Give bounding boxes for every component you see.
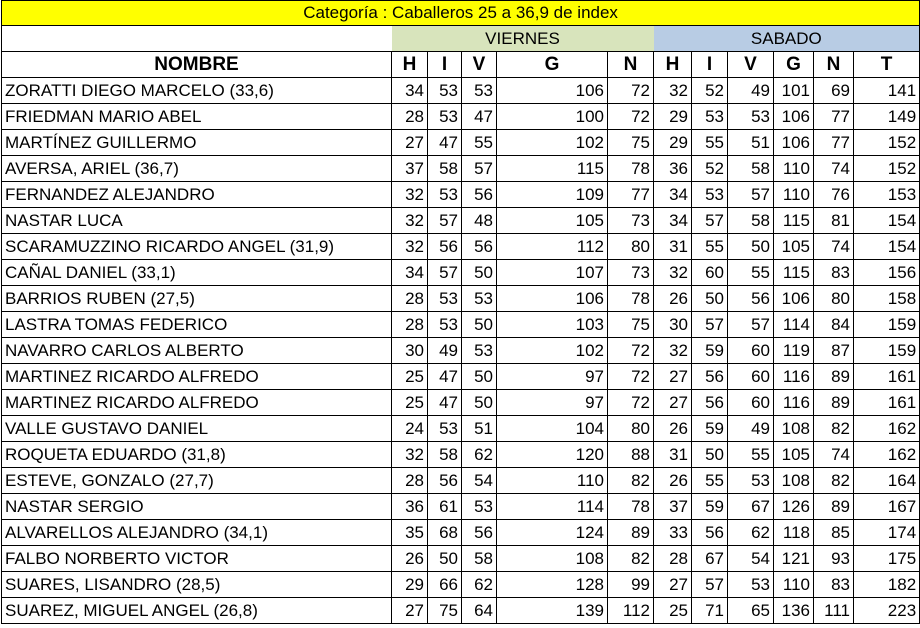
score-cell: 49 — [428, 338, 462, 364]
score-cell: 54 — [728, 546, 774, 572]
score-cell: 112 — [608, 598, 654, 624]
score-cell: 55 — [692, 468, 728, 494]
score-cell: 152 — [854, 156, 920, 182]
score-cell: 105 — [774, 442, 814, 468]
score-cell: 97 — [497, 390, 608, 416]
score-cell: 34 — [654, 182, 692, 208]
score-cell: 74 — [814, 442, 854, 468]
score-cell: 56 — [462, 234, 497, 260]
score-cell: 75 — [428, 598, 462, 624]
score-cell: 112 — [497, 234, 608, 260]
score-cell: 162 — [854, 442, 920, 468]
score-cell: 159 — [854, 338, 920, 364]
score-cell: 29 — [654, 130, 692, 156]
score-cell: 158 — [854, 286, 920, 312]
score-cell: 32 — [392, 208, 428, 234]
score-cell: 53 — [428, 104, 462, 130]
score-cell: 67 — [728, 494, 774, 520]
score-cell: 34 — [654, 208, 692, 234]
score-cell: 57 — [728, 182, 774, 208]
score-cell: 80 — [814, 286, 854, 312]
score-cell: 167 — [854, 494, 920, 520]
score-cell: 58 — [428, 156, 462, 182]
title-row — [2, 1, 920, 26]
score-cell: 28 — [654, 546, 692, 572]
score-cell: 56 — [692, 520, 728, 546]
score-cell: 34 — [392, 78, 428, 104]
score-cell: 26 — [654, 416, 692, 442]
score-cell: 53 — [428, 78, 462, 104]
score-cell: 27 — [654, 364, 692, 390]
column-header: T — [854, 52, 920, 78]
score-cell: 50 — [692, 286, 728, 312]
score-cell: 24 — [392, 416, 428, 442]
score-cell: 37 — [654, 494, 692, 520]
score-cell: 28 — [392, 312, 428, 338]
table-row — [2, 260, 920, 286]
score-cell: 78 — [608, 286, 654, 312]
score-cell: 78 — [608, 156, 654, 182]
score-cell: 30 — [392, 338, 428, 364]
player-name-cell: MARTINEZ RICARDO ALFREDO — [2, 390, 392, 416]
score-cell: 72 — [608, 390, 654, 416]
column-header-row — [2, 52, 920, 78]
player-name-cell: NAVARRO CARLOS ALBERTO — [2, 338, 392, 364]
score-cell: 57 — [728, 312, 774, 338]
score-cell: 32 — [392, 182, 428, 208]
score-cell: 56 — [428, 234, 462, 260]
score-cell: 28 — [392, 468, 428, 494]
score-cell: 118 — [774, 520, 814, 546]
score-cell: 56 — [692, 364, 728, 390]
score-cell: 106 — [774, 130, 814, 156]
score-cell: 35 — [392, 520, 428, 546]
column-header: V — [462, 52, 497, 78]
score-cell: 110 — [774, 182, 814, 208]
score-cell: 27 — [392, 598, 428, 624]
results-table — [1, 0, 920, 624]
score-cell: 82 — [608, 468, 654, 494]
score-cell: 107 — [497, 260, 608, 286]
score-cell: 126 — [774, 494, 814, 520]
table-row — [2, 208, 920, 234]
column-header: NOMBRE — [2, 52, 392, 78]
score-cell: 53 — [428, 312, 462, 338]
score-cell: 111 — [814, 598, 854, 624]
score-cell: 25 — [392, 390, 428, 416]
score-cell: 26 — [392, 546, 428, 572]
column-header: H — [654, 52, 692, 78]
score-cell: 47 — [428, 390, 462, 416]
score-cell: 33 — [654, 520, 692, 546]
player-name-cell: CAÑAL DANIEL (33,1) — [2, 260, 392, 286]
score-cell: 53 — [692, 104, 728, 130]
score-cell: 72 — [608, 364, 654, 390]
score-cell: 159 — [854, 312, 920, 338]
table-row — [2, 598, 920, 624]
score-cell: 48 — [462, 208, 497, 234]
score-cell: 57 — [692, 572, 728, 598]
table-row — [2, 468, 920, 494]
score-cell: 50 — [692, 442, 728, 468]
player-name-cell: FALBO NORBERTO VICTOR — [2, 546, 392, 572]
score-cell: 51 — [462, 416, 497, 442]
score-cell: 53 — [728, 104, 774, 130]
score-cell: 141 — [854, 78, 920, 104]
score-cell: 60 — [728, 390, 774, 416]
table-row — [2, 494, 920, 520]
score-cell: 53 — [462, 338, 497, 364]
category-title: Categoría : Caballeros 25 a 36,9 de index — [2, 1, 920, 26]
viernes-group-header: VIERNES — [392, 26, 654, 52]
score-cell: 175 — [854, 546, 920, 572]
score-cell: 223 — [854, 598, 920, 624]
score-cell: 161 — [854, 364, 920, 390]
player-name-cell: SUARES, LISANDRO (28,5) — [2, 572, 392, 598]
score-cell: 47 — [462, 104, 497, 130]
score-cell: 74 — [814, 234, 854, 260]
score-cell: 49 — [728, 78, 774, 104]
score-cell: 55 — [462, 130, 497, 156]
player-name-cell: ZORATTI DIEGO MARCELO (33,6) — [2, 78, 392, 104]
score-cell: 57 — [692, 208, 728, 234]
score-cell: 75 — [608, 312, 654, 338]
score-cell: 128 — [497, 572, 608, 598]
score-cell: 162 — [854, 416, 920, 442]
score-cell: 72 — [608, 338, 654, 364]
score-cell: 64 — [462, 598, 497, 624]
score-cell: 56 — [462, 182, 497, 208]
score-cell: 58 — [728, 156, 774, 182]
score-cell: 50 — [728, 234, 774, 260]
score-cell: 31 — [654, 442, 692, 468]
score-cell: 65 — [728, 598, 774, 624]
table-row — [2, 312, 920, 338]
score-cell: 47 — [428, 130, 462, 156]
score-cell: 154 — [854, 208, 920, 234]
column-header: G — [497, 52, 608, 78]
score-cell: 32 — [654, 78, 692, 104]
score-cell: 119 — [774, 338, 814, 364]
score-cell: 29 — [654, 104, 692, 130]
table-row — [2, 234, 920, 260]
player-name-cell: SCARAMUZZINO RICARDO ANGEL (31,9) — [2, 234, 392, 260]
table-row — [2, 442, 920, 468]
score-cell: 59 — [692, 338, 728, 364]
column-header: V — [728, 52, 774, 78]
score-cell: 89 — [814, 364, 854, 390]
score-cell: 47 — [428, 364, 462, 390]
score-cell: 106 — [497, 286, 608, 312]
score-cell: 83 — [814, 572, 854, 598]
score-cell: 73 — [608, 208, 654, 234]
score-cell: 55 — [692, 130, 728, 156]
score-cell: 74 — [814, 156, 854, 182]
score-cell: 81 — [814, 208, 854, 234]
table-row — [2, 104, 920, 130]
score-cell: 93 — [814, 546, 854, 572]
score-cell: 53 — [428, 416, 462, 442]
score-cell: 77 — [814, 130, 854, 156]
score-cell: 108 — [774, 416, 814, 442]
table-row — [2, 390, 920, 416]
table-row — [2, 520, 920, 546]
score-cell: 53 — [428, 286, 462, 312]
score-cell: 78 — [608, 494, 654, 520]
column-header: G — [774, 52, 814, 78]
score-cell: 124 — [497, 520, 608, 546]
score-cell: 161 — [854, 390, 920, 416]
score-cell: 59 — [692, 494, 728, 520]
score-cell: 62 — [462, 442, 497, 468]
score-cell: 136 — [774, 598, 814, 624]
score-cell: 61 — [428, 494, 462, 520]
score-cell: 31 — [654, 234, 692, 260]
score-cell: 116 — [774, 390, 814, 416]
score-cell: 50 — [462, 312, 497, 338]
table-row — [2, 78, 920, 104]
score-cell: 110 — [774, 156, 814, 182]
table-row — [2, 416, 920, 442]
score-cell: 156 — [854, 260, 920, 286]
table-row — [2, 182, 920, 208]
score-cell: 36 — [392, 494, 428, 520]
score-cell: 80 — [608, 234, 654, 260]
score-cell: 53 — [462, 286, 497, 312]
score-cell: 52 — [692, 156, 728, 182]
sabado-group-header: SABADO — [654, 26, 920, 52]
score-cell: 110 — [497, 468, 608, 494]
score-cell: 82 — [814, 468, 854, 494]
score-cell: 116 — [774, 364, 814, 390]
score-cell: 73 — [608, 260, 654, 286]
score-cell: 57 — [428, 208, 462, 234]
score-cell: 53 — [728, 468, 774, 494]
score-cell: 89 — [814, 494, 854, 520]
score-cell: 82 — [608, 546, 654, 572]
player-name-cell: VALLE GUSTAVO DANIEL — [2, 416, 392, 442]
score-cell: 56 — [692, 390, 728, 416]
score-cell: 83 — [814, 260, 854, 286]
score-cell: 50 — [462, 260, 497, 286]
player-name-cell: NASTAR LUCA — [2, 208, 392, 234]
score-cell: 153 — [854, 182, 920, 208]
column-header: I — [428, 52, 462, 78]
score-cell: 108 — [774, 468, 814, 494]
score-cell: 102 — [497, 338, 608, 364]
score-cell: 84 — [814, 312, 854, 338]
column-header: I — [692, 52, 728, 78]
score-cell: 101 — [774, 78, 814, 104]
score-cell: 66 — [428, 572, 462, 598]
table-body — [2, 78, 920, 624]
score-cell: 53 — [692, 182, 728, 208]
score-cell: 115 — [774, 208, 814, 234]
score-cell: 27 — [392, 130, 428, 156]
score-cell: 121 — [774, 546, 814, 572]
score-cell: 57 — [462, 156, 497, 182]
column-header: N — [608, 52, 654, 78]
score-cell: 50 — [462, 364, 497, 390]
score-cell: 58 — [728, 208, 774, 234]
table-row — [2, 156, 920, 182]
player-name-cell: AVERSA, ARIEL (36,7) — [2, 156, 392, 182]
score-cell: 55 — [728, 442, 774, 468]
score-cell: 58 — [428, 442, 462, 468]
score-cell: 62 — [462, 572, 497, 598]
score-cell: 110 — [774, 572, 814, 598]
score-cell: 27 — [654, 572, 692, 598]
score-cell: 32 — [654, 338, 692, 364]
score-cell: 105 — [497, 208, 608, 234]
player-name-cell: LASTRA TOMAS FEDERICO — [2, 312, 392, 338]
score-cell: 60 — [728, 338, 774, 364]
score-cell: 62 — [728, 520, 774, 546]
score-cell: 49 — [728, 416, 774, 442]
score-cell: 100 — [497, 104, 608, 130]
player-name-cell: NASTAR SERGIO — [2, 494, 392, 520]
score-cell: 25 — [654, 598, 692, 624]
score-cell: 72 — [608, 104, 654, 130]
score-cell: 29 — [392, 572, 428, 598]
score-cell: 152 — [854, 130, 920, 156]
score-cell: 114 — [774, 312, 814, 338]
player-name-cell: BARRIOS RUBEN (27,5) — [2, 286, 392, 312]
score-cell: 115 — [497, 156, 608, 182]
score-cell: 67 — [692, 546, 728, 572]
score-cell: 55 — [728, 260, 774, 286]
score-cell: 57 — [428, 260, 462, 286]
score-cell: 149 — [854, 104, 920, 130]
score-cell: 109 — [497, 182, 608, 208]
score-cell: 77 — [814, 104, 854, 130]
blank-header-cell — [2, 26, 392, 52]
score-cell: 154 — [854, 234, 920, 260]
player-name-cell: ALVARELLOS ALEJANDRO (34,1) — [2, 520, 392, 546]
score-cell: 28 — [392, 104, 428, 130]
score-cell: 69 — [814, 78, 854, 104]
score-cell: 82 — [814, 416, 854, 442]
score-cell: 58 — [462, 546, 497, 572]
score-cell: 104 — [497, 416, 608, 442]
score-cell: 106 — [774, 286, 814, 312]
player-name-cell: ROQUETA EDUARDO (31,8) — [2, 442, 392, 468]
score-cell: 108 — [497, 546, 608, 572]
score-cell: 114 — [497, 494, 608, 520]
player-name-cell: ESTEVE, GONZALO (27,7) — [2, 468, 392, 494]
score-cell: 88 — [608, 442, 654, 468]
score-cell: 75 — [608, 130, 654, 156]
score-cell: 27 — [654, 390, 692, 416]
score-cell: 53 — [462, 494, 497, 520]
score-cell: 52 — [692, 78, 728, 104]
score-cell: 25 — [392, 364, 428, 390]
score-cell: 102 — [497, 130, 608, 156]
score-cell: 53 — [728, 572, 774, 598]
table-row — [2, 546, 920, 572]
score-cell: 60 — [692, 260, 728, 286]
score-cell: 164 — [854, 468, 920, 494]
score-cell: 32 — [654, 260, 692, 286]
score-cell: 85 — [814, 520, 854, 546]
score-cell: 50 — [462, 390, 497, 416]
score-cell: 56 — [428, 468, 462, 494]
score-cell: 26 — [654, 286, 692, 312]
score-cell: 139 — [497, 598, 608, 624]
score-cell: 106 — [497, 78, 608, 104]
player-name-cell: FRIEDMAN MARIO ABEL — [2, 104, 392, 130]
column-header: N — [814, 52, 854, 78]
score-cell: 53 — [462, 78, 497, 104]
score-cell: 89 — [814, 390, 854, 416]
score-cell: 37 — [392, 156, 428, 182]
player-name-cell: MARTÍNEZ GUILLERMO — [2, 130, 392, 156]
score-cell: 105 — [774, 234, 814, 260]
score-cell: 32 — [392, 442, 428, 468]
score-cell: 174 — [854, 520, 920, 546]
score-cell: 80 — [608, 416, 654, 442]
player-name-cell: SUAREZ, MIGUEL ANGEL (26,8) — [2, 598, 392, 624]
score-cell: 53 — [428, 182, 462, 208]
score-cell: 103 — [497, 312, 608, 338]
score-cell: 50 — [428, 546, 462, 572]
score-cell: 99 — [608, 572, 654, 598]
score-cell: 87 — [814, 338, 854, 364]
score-cell: 56 — [462, 520, 497, 546]
player-name-cell: MARTINEZ RICARDO ALFREDO — [2, 364, 392, 390]
score-cell: 28 — [392, 286, 428, 312]
score-cell: 97 — [497, 364, 608, 390]
table-row — [2, 364, 920, 390]
score-cell: 26 — [654, 468, 692, 494]
table-row — [2, 130, 920, 156]
score-cell: 55 — [692, 234, 728, 260]
table-row — [2, 338, 920, 364]
score-cell: 115 — [774, 260, 814, 286]
score-cell: 30 — [654, 312, 692, 338]
score-cell: 57 — [692, 312, 728, 338]
score-cell: 120 — [497, 442, 608, 468]
table-row — [2, 286, 920, 312]
score-cell: 60 — [728, 364, 774, 390]
score-cell: 182 — [854, 572, 920, 598]
score-cell: 54 — [462, 468, 497, 494]
score-cell: 56 — [728, 286, 774, 312]
score-cell: 51 — [728, 130, 774, 156]
group-header-row — [2, 26, 920, 52]
player-name-cell: FERNANDEZ ALEJANDRO — [2, 182, 392, 208]
score-cell: 89 — [608, 520, 654, 546]
score-cell: 106 — [774, 104, 814, 130]
score-cell: 71 — [692, 598, 728, 624]
score-cell: 32 — [392, 234, 428, 260]
table-row — [2, 572, 920, 598]
score-cell: 36 — [654, 156, 692, 182]
score-cell: 34 — [392, 260, 428, 286]
column-header: H — [392, 52, 428, 78]
score-cell: 76 — [814, 182, 854, 208]
score-cell: 72 — [608, 78, 654, 104]
score-cell: 77 — [608, 182, 654, 208]
score-cell: 68 — [428, 520, 462, 546]
score-cell: 59 — [692, 416, 728, 442]
